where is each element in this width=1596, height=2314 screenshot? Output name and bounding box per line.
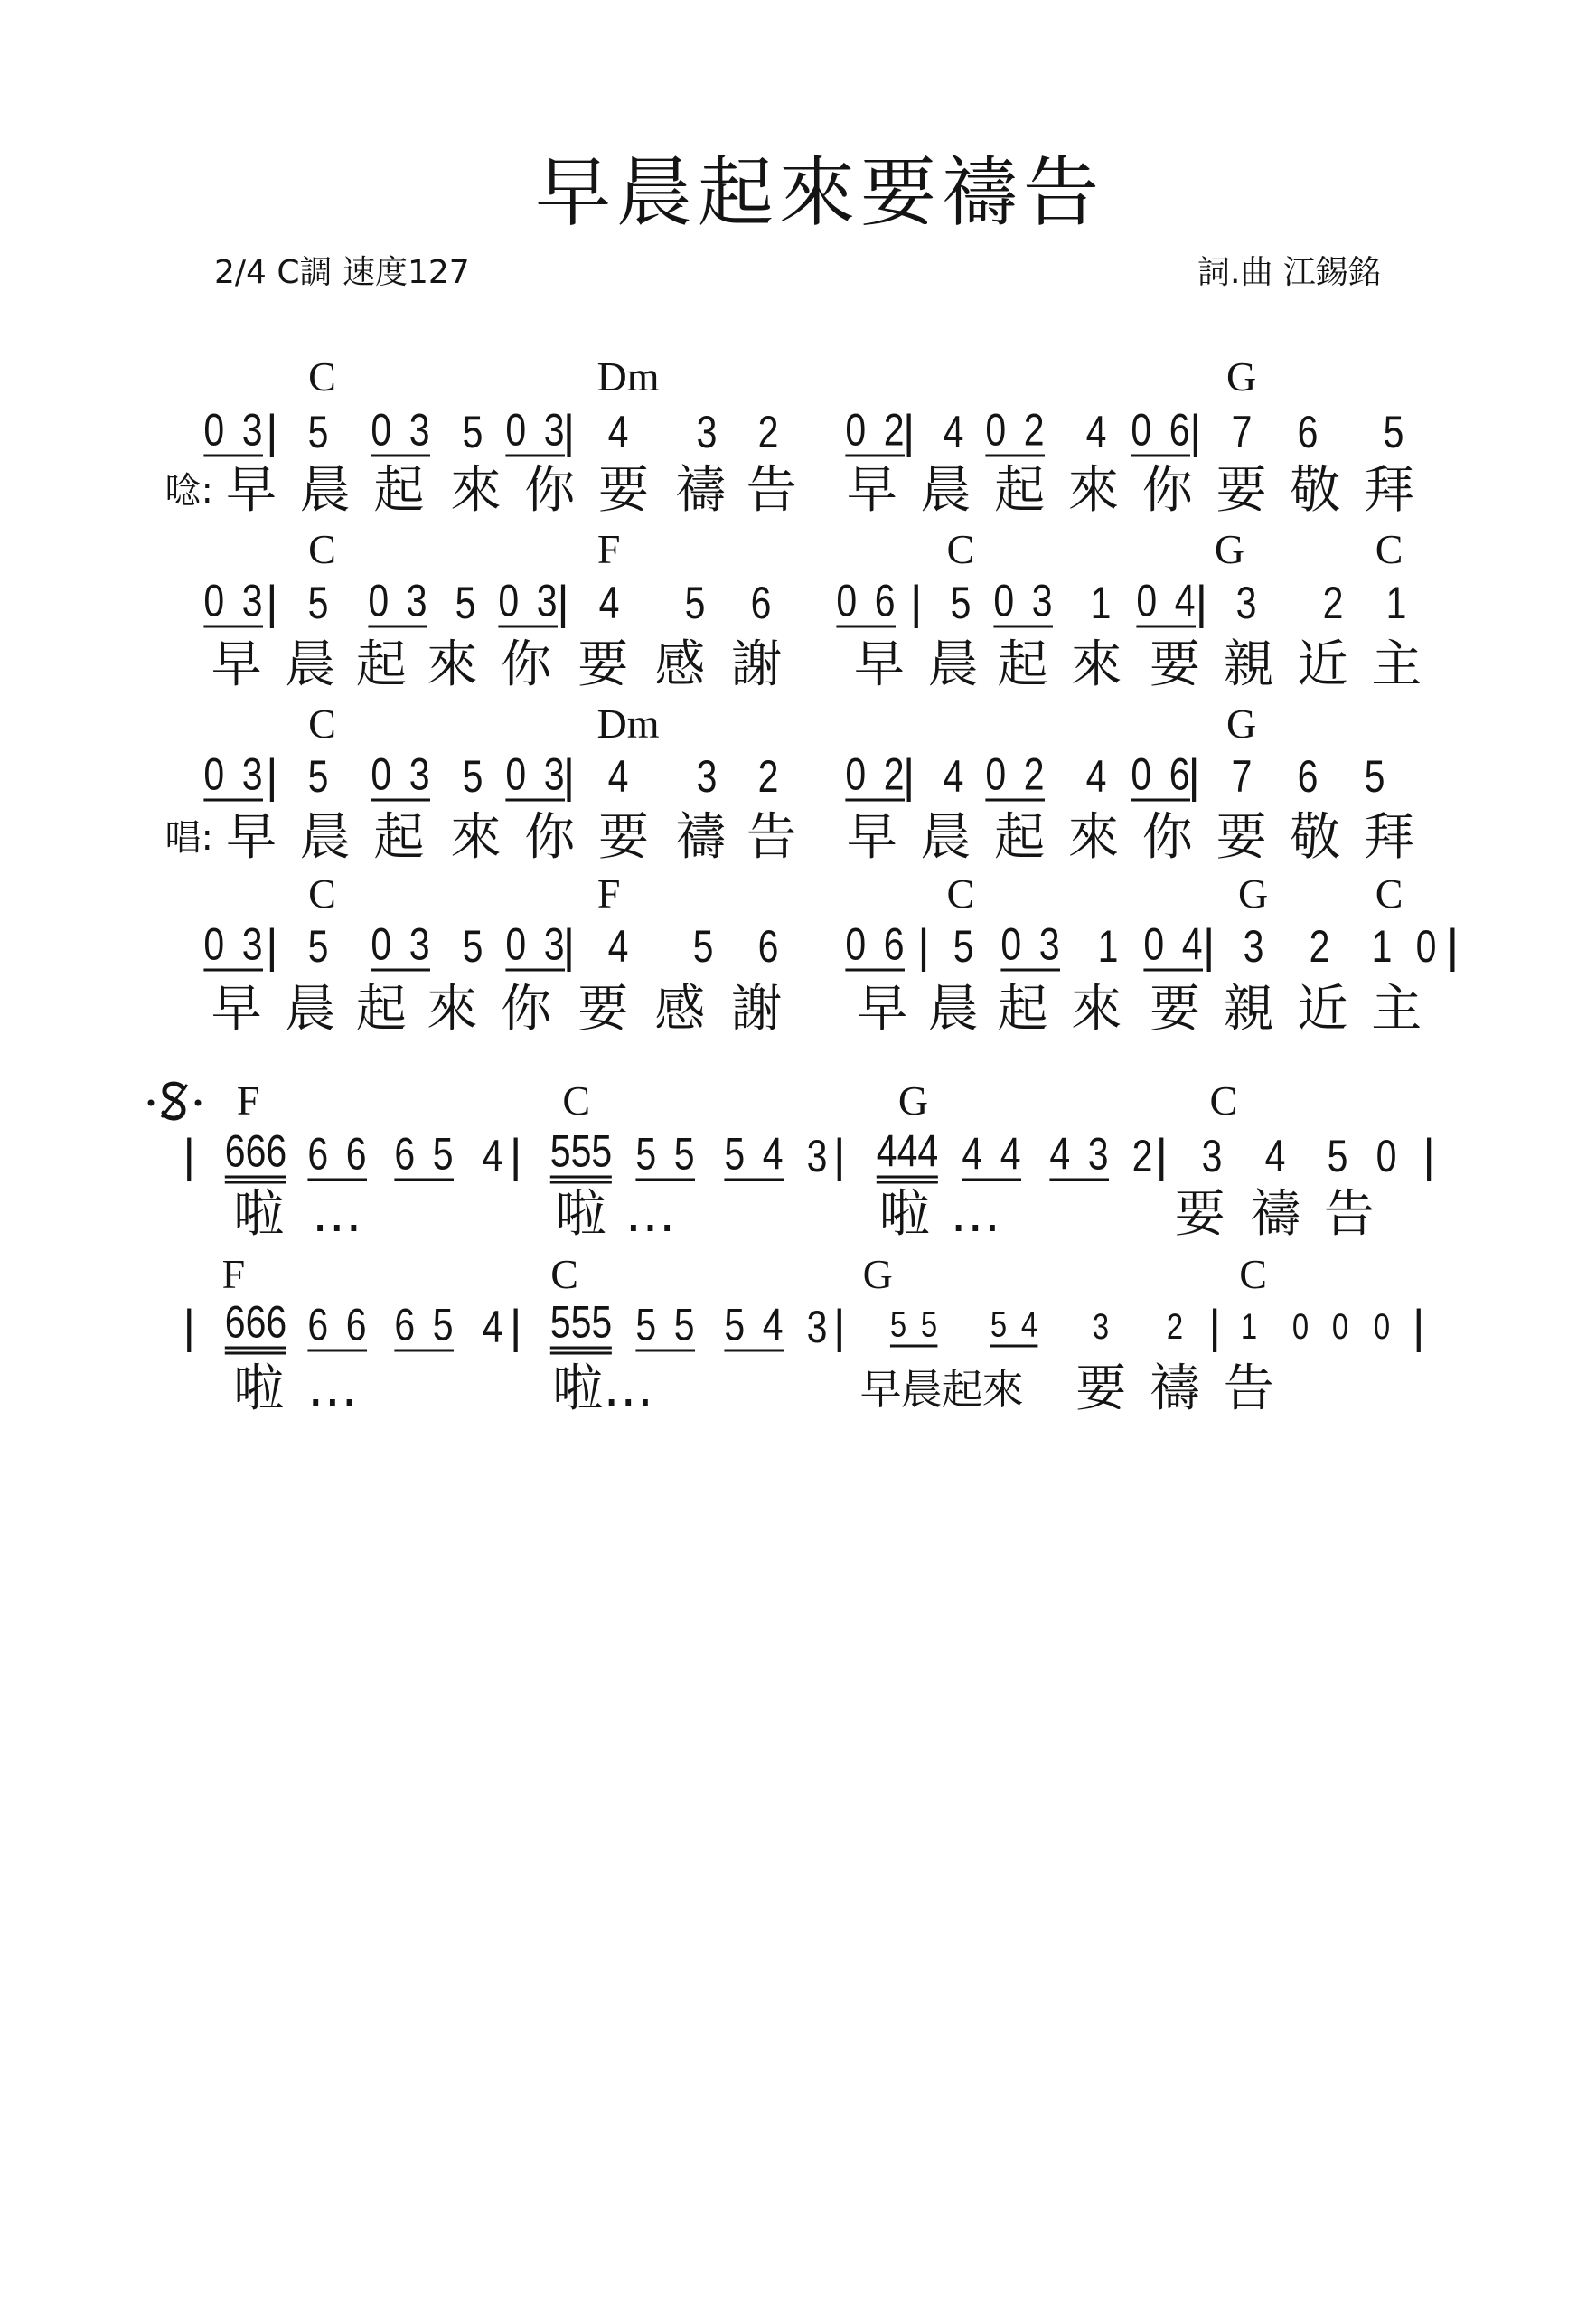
- lyric-syllable: 禱: [675, 460, 727, 520]
- note-group: 3: [1243, 920, 1263, 972]
- note-group: 4: [1085, 750, 1107, 802]
- note-group: 666: [225, 1300, 286, 1355]
- meter-key-tempo: 2/4 C調 速度127: [214, 254, 470, 291]
- lyric-syllable: …: [624, 1185, 676, 1245]
- barline: |: [266, 749, 278, 803]
- note-group: 2: [757, 406, 779, 457]
- lyric-syllable: 主: [1371, 635, 1422, 694]
- chord-symbol: Dm: [596, 701, 660, 748]
- barline: |: [183, 1301, 196, 1354]
- barline: |: [1155, 1129, 1169, 1182]
- barline: |: [562, 919, 576, 973]
- note-group: 0 2: [985, 404, 1045, 455]
- note-group: 3: [696, 750, 717, 802]
- note-group: 7: [1231, 406, 1252, 457]
- chord-symbol: C: [308, 526, 336, 573]
- note-group: 5 5: [889, 1307, 936, 1348]
- lyric-syllable: 啦…: [552, 1359, 654, 1419]
- note-group: 444: [877, 1128, 938, 1183]
- lyric-syllable: 來: [1071, 979, 1122, 1039]
- lyric-syllable: 早: [226, 460, 277, 520]
- chord-symbol: G: [1214, 526, 1245, 573]
- note-group: 0 3: [203, 748, 263, 799]
- barline: |: [1413, 1301, 1425, 1354]
- lyric-syllable: 主: [1371, 979, 1422, 1039]
- barline: |: [509, 1301, 522, 1354]
- note-group: 1: [1240, 1307, 1257, 1348]
- note-group: 3: [1235, 578, 1256, 629]
- lyric-syllable: 來: [450, 460, 502, 520]
- chord-symbol: C: [1209, 1077, 1238, 1124]
- lyric-syllable: …: [306, 1359, 358, 1419]
- note-group: 5: [692, 920, 714, 972]
- lyric-syllable: 晨: [927, 979, 979, 1039]
- note-group: 5: [307, 750, 328, 802]
- lyric-syllable: 敬: [1290, 460, 1341, 520]
- lyric-syllable: 近: [1297, 979, 1348, 1039]
- note-group: 0 2: [985, 748, 1045, 799]
- lyric-syllable: 啦: [233, 1185, 285, 1245]
- note-group: 5: [307, 406, 328, 457]
- note-group: 5: [455, 578, 476, 629]
- lyric-syllable: 晨: [285, 979, 336, 1039]
- note-group: 5: [462, 750, 483, 802]
- lyric-syllable: 來: [427, 979, 478, 1039]
- chord-symbol: C: [1375, 526, 1404, 573]
- lyric-syllable: 來: [1071, 635, 1122, 694]
- note-group: 0 3: [203, 918, 263, 969]
- lyric-syllable: 你: [501, 979, 552, 1039]
- lyric-syllable: …: [950, 1185, 1001, 1245]
- chord-symbol: C: [308, 353, 336, 400]
- note-group: 2: [1322, 578, 1344, 629]
- lyric-syllable: 來: [450, 808, 502, 868]
- note-group: 5: [462, 406, 483, 457]
- lyric-syllable: 告: [746, 460, 797, 520]
- note-group: 0 3: [371, 918, 430, 969]
- note-group: 4: [943, 750, 964, 802]
- chord-symbol: C: [1375, 870, 1404, 917]
- barline: |: [917, 919, 930, 973]
- note-group: 5: [307, 578, 328, 629]
- lyric-syllable: 要: [577, 635, 629, 694]
- barline: |: [557, 577, 569, 630]
- lyric-syllable: 禱: [1250, 1185, 1301, 1245]
- lyric-syllable: 要: [1150, 635, 1200, 694]
- lyric-syllable: 晨: [285, 635, 336, 694]
- note-group: 1: [1371, 920, 1393, 972]
- barline: |: [1202, 919, 1216, 973]
- chord-symbol: G: [897, 1077, 929, 1124]
- note-group: 5: [1327, 1130, 1348, 1181]
- chord-symbol: G: [1225, 701, 1257, 748]
- barline: |: [266, 919, 278, 973]
- lyric-syllable: 起: [994, 808, 1046, 868]
- note-group: 0 4: [1143, 918, 1203, 969]
- note-group: 2: [1166, 1307, 1184, 1348]
- note-group: 6: [750, 578, 772, 629]
- note-group: 0 3: [371, 404, 430, 455]
- barline: |: [266, 577, 278, 630]
- note-group: 4: [607, 750, 628, 802]
- barline: |: [902, 405, 915, 458]
- lyric-syllable: 親: [1223, 635, 1274, 694]
- lyric-syllable: 要: [577, 979, 629, 1039]
- note-group: 0 3: [1000, 918, 1060, 969]
- note-group: 6 6: [307, 1128, 367, 1180]
- lyric-syllable: 謝: [731, 635, 783, 694]
- note-group: 2: [1131, 1130, 1153, 1181]
- barline: |: [1189, 405, 1202, 458]
- note-group: 1: [1385, 578, 1407, 629]
- note-group: 5: [684, 578, 705, 629]
- lyric-syllable: 早: [853, 635, 905, 694]
- note-group: 3: [1201, 1130, 1223, 1181]
- note-group: 555: [549, 1128, 611, 1183]
- note-group: 5 4: [724, 1299, 784, 1350]
- note-group: 0 2: [845, 404, 905, 455]
- note-group: 5 4: [990, 1307, 1037, 1348]
- lyric-syllable: 起: [997, 635, 1048, 694]
- lyric-syllable: 晨: [299, 808, 351, 868]
- lyric-prefix: 唸:: [164, 469, 214, 512]
- lyric-syllable: 你: [524, 808, 576, 868]
- note-group: 0: [1291, 1307, 1310, 1348]
- note-group: 0 3: [371, 748, 430, 799]
- lyric-syllable: 拜: [1364, 460, 1415, 520]
- lyric-syllable: 早: [211, 979, 262, 1039]
- lyric-syllable: 早: [846, 460, 897, 520]
- lyric-syllable: 啦: [555, 1185, 606, 1245]
- lyric-syllable: 謝: [731, 979, 783, 1039]
- note-group: 0 2: [845, 748, 905, 799]
- lyric-syllable: 早: [857, 979, 908, 1039]
- lyric-syllable: 來: [1068, 460, 1119, 520]
- chord-symbol: G: [1225, 353, 1257, 400]
- note-group: 0 3: [505, 404, 565, 455]
- lyric-syllable: 要: [1216, 460, 1267, 520]
- note-group: 5: [1364, 750, 1385, 802]
- note-group: 3: [806, 1130, 828, 1181]
- note-group: 0 6: [1130, 404, 1190, 455]
- lyric-syllable: 起: [997, 979, 1048, 1039]
- note-group: 5: [950, 578, 972, 629]
- lyric-syllable: …: [311, 1185, 362, 1245]
- chord-symbol: G: [862, 1250, 893, 1297]
- note-group: 4: [943, 406, 964, 457]
- note-group: 6 5: [394, 1128, 454, 1180]
- lyric-syllable: 你: [524, 460, 576, 520]
- lyric-syllable: 要: [1150, 979, 1200, 1039]
- lyric-syllable: 晨: [920, 460, 972, 520]
- lyric-syllable: 啦: [233, 1359, 285, 1419]
- barline: |: [1422, 1129, 1435, 1182]
- note-group: 4: [482, 1130, 502, 1181]
- chord-symbol: C: [550, 1250, 578, 1297]
- note-group: 0 3: [203, 575, 263, 626]
- barline: |: [1195, 577, 1208, 630]
- note-group: 5 5: [635, 1128, 695, 1180]
- lyric-prefix: 唱:: [164, 817, 214, 860]
- lyric-syllable: 來: [1068, 808, 1119, 868]
- chord-symbol: F: [236, 1077, 260, 1124]
- note-group: 5 5: [635, 1299, 695, 1350]
- lyric-syllable: 禱: [1150, 1359, 1200, 1419]
- lyric-syllable: 感: [654, 979, 706, 1039]
- barline: |: [266, 405, 278, 458]
- note-group: 2: [757, 750, 779, 802]
- lyric-syllable: 早: [211, 635, 262, 694]
- lyric-syllable: 起: [373, 808, 425, 868]
- note-group: 3: [1093, 1307, 1110, 1348]
- note-group: 7: [1231, 750, 1252, 802]
- note-group: 3: [696, 406, 717, 457]
- note-group: 6: [1297, 406, 1319, 457]
- lyric-syllable: 告: [746, 808, 797, 868]
- note-group: 5: [953, 920, 974, 972]
- barline: |: [1446, 919, 1460, 973]
- lyric-syllable: 啦: [878, 1185, 930, 1245]
- note-group: 555: [549, 1300, 611, 1355]
- lyric-syllable: 你: [501, 635, 552, 694]
- lyric-syllable: 告: [1323, 1185, 1375, 1245]
- note-group: 0 6: [845, 918, 905, 969]
- chord-symbol: C: [946, 870, 975, 917]
- note-group: 6: [1297, 750, 1319, 802]
- note-group: 0 4: [1136, 575, 1196, 626]
- note-group: 5: [1383, 406, 1404, 457]
- barline: |: [1208, 1301, 1221, 1354]
- lyric-syllable: 要: [1075, 1359, 1127, 1419]
- lyric-syllable: 來: [427, 635, 478, 694]
- note-group: 0 3: [498, 575, 558, 626]
- note-group: 666: [225, 1128, 286, 1183]
- lyric-syllable: 早: [846, 808, 897, 868]
- barline: |: [509, 1129, 522, 1182]
- note-group: 4: [1085, 406, 1107, 457]
- note-group: 5: [307, 920, 328, 972]
- note-group: 3: [806, 1302, 828, 1353]
- lyric-syllable: 晨: [299, 460, 351, 520]
- lyric-syllable: 你: [1141, 460, 1193, 520]
- chord-symbol: C: [946, 526, 975, 573]
- chord-symbol: Dm: [596, 353, 660, 400]
- chord-symbol: F: [596, 526, 621, 573]
- note-group: 4 3: [1049, 1128, 1109, 1180]
- note-group: 0 3: [203, 404, 263, 455]
- lyric-syllable: 要: [1216, 808, 1267, 868]
- note-group: 6: [757, 920, 779, 972]
- note-group: 0 3: [992, 575, 1053, 626]
- lyric-syllable: 親: [1223, 979, 1274, 1039]
- chord-symbol: F: [221, 1250, 246, 1297]
- note-group: 5 4: [724, 1128, 784, 1180]
- note-group: 4 4: [962, 1128, 1021, 1180]
- lyric-syllable: 告: [1223, 1359, 1274, 1419]
- lyric-syllable: 起: [994, 460, 1046, 520]
- chord-symbol: C: [308, 701, 336, 748]
- lyric-syllable: 要: [598, 808, 649, 868]
- segno-icon: [146, 1076, 203, 1126]
- lyric-syllable: 起: [355, 635, 407, 694]
- chord-symbol: C: [562, 1077, 591, 1124]
- note-group: 4: [482, 1302, 502, 1353]
- note-group: 4: [607, 406, 628, 457]
- chord-symbol: C: [1239, 1250, 1267, 1297]
- lyric-syllable: 早晨起來: [859, 1365, 1023, 1415]
- note-group: 1: [1090, 578, 1112, 629]
- barline: |: [562, 405, 576, 458]
- chord-symbol: C: [308, 870, 336, 917]
- note-group: 0 3: [368, 575, 427, 626]
- note-group: 5: [462, 920, 483, 972]
- note-group: 0: [1415, 920, 1437, 972]
- note-group: 0: [1373, 1307, 1391, 1348]
- note-group: 1: [1097, 920, 1119, 972]
- lyric-syllable: 晨: [927, 635, 979, 694]
- note-group: 4: [607, 920, 628, 972]
- lyric-syllable: 要: [598, 460, 649, 520]
- lyric-syllable: 近: [1297, 635, 1348, 694]
- note-group: 0 6: [1130, 748, 1190, 799]
- note-group: 6 5: [394, 1299, 454, 1350]
- note-group: 4: [598, 578, 620, 629]
- note-group: 0: [1331, 1307, 1349, 1348]
- note-group: 6 6: [307, 1299, 367, 1350]
- chord-symbol: G: [1237, 870, 1269, 917]
- lyric-syllable: 你: [1141, 808, 1193, 868]
- credits: 詞.曲 江錫銘: [1197, 254, 1381, 291]
- note-group: 4: [1264, 1130, 1286, 1181]
- lyric-syllable: 敬: [1290, 808, 1341, 868]
- lyric-syllable: 拜: [1364, 808, 1415, 868]
- barline: |: [1188, 749, 1200, 803]
- barline: |: [910, 577, 923, 630]
- lyric-syllable: 晨: [920, 808, 972, 868]
- barline: |: [902, 749, 915, 803]
- lyric-syllable: 要: [1174, 1185, 1225, 1245]
- lyric-syllable: 早: [226, 808, 277, 868]
- barline: |: [833, 1129, 846, 1182]
- note-group: 0 3: [505, 748, 565, 799]
- lyric-syllable: 起: [355, 979, 407, 1039]
- lyric-syllable: 起: [373, 460, 425, 520]
- note-group: 2: [1309, 920, 1330, 972]
- chord-symbol: F: [596, 870, 621, 917]
- barline: |: [183, 1129, 196, 1182]
- barline: |: [833, 1301, 846, 1354]
- barline: |: [562, 749, 576, 803]
- note-group: 0 3: [505, 918, 565, 969]
- lyric-syllable: 感: [654, 635, 706, 694]
- song-title: 早晨起來要禱告: [534, 148, 1105, 237]
- lyric-syllable: 禱: [675, 808, 727, 868]
- note-group: 0: [1375, 1130, 1397, 1181]
- note-group: 0 6: [836, 575, 896, 626]
